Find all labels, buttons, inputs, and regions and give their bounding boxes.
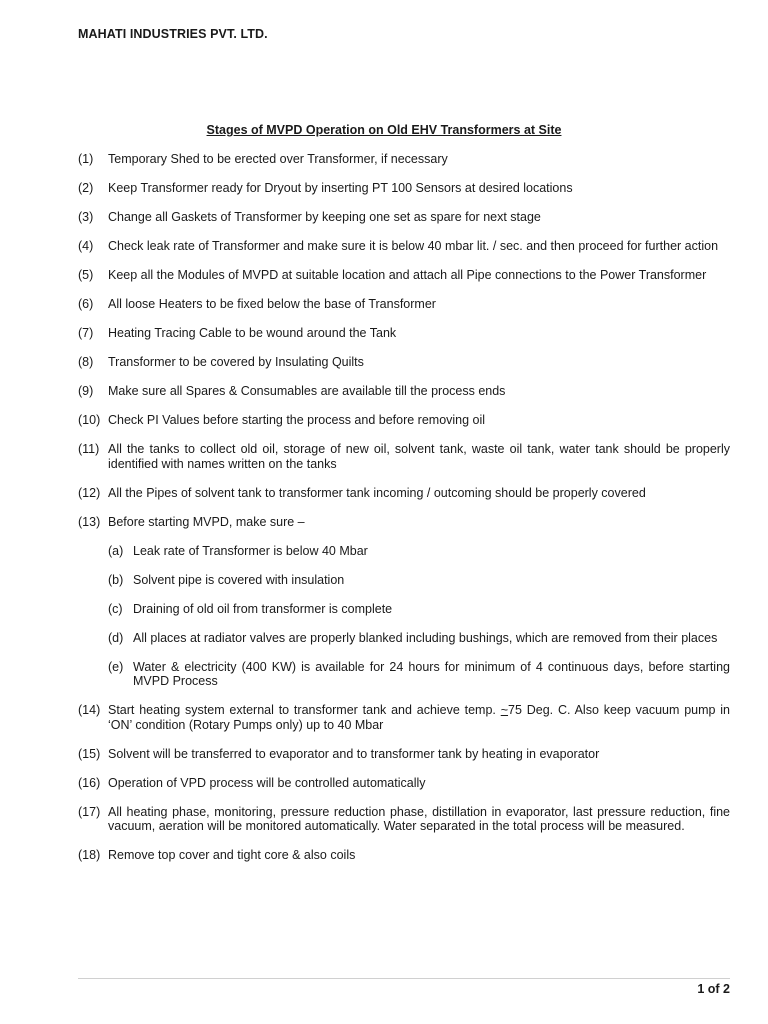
sub-item-text: Water & electricity (400 KW) is available for 24 hours for minimum of 4 continuous days, before starting MVPD Process [133, 659, 730, 688]
item-number: (7) [78, 326, 94, 340]
list-item [78, 384, 730, 399]
item-text: All heating phase, monitoring, pressure reduction phase, distillation in evaporator, last pressure reduction, fine vacuum, aeration will be monitored automatically. Water separated in the total process will be measured. [108, 804, 730, 833]
list-item [78, 515, 730, 530]
item-text: Solvent will be transferred to evaporator and to transformer tank by heating in evaporator [108, 746, 600, 761]
sub-list-item [108, 631, 730, 646]
list-item [78, 181, 730, 196]
sub-item-text: Draining of old oil from transformer is complete [133, 601, 393, 616]
item-number: (1) [78, 152, 94, 166]
list-item [78, 326, 730, 341]
item-number: (6) [78, 297, 94, 311]
item-text: Remove top cover and tight core & also coils [108, 848, 356, 862]
list-item [78, 210, 730, 225]
list-item [78, 848, 730, 863]
list-item [78, 152, 730, 167]
item-number: (16) [78, 775, 101, 790]
approx-symbol: ~ [500, 703, 509, 717]
item-number: (5) [78, 268, 94, 282]
page-number: 1 of 2 [697, 982, 730, 996]
sub-item-letter: (e) [108, 659, 124, 674]
item-number: (10) [78, 413, 101, 427]
item-text-part: Start heating system external to transformer tank and achieve temp. [108, 703, 501, 717]
item-number: (18) [78, 848, 101, 862]
item-text: Keep Transformer ready for Dryout by inserting PT 100 Sensors at desired locations [108, 181, 573, 195]
list-item [78, 776, 730, 791]
item-text: All the Pipes of solvent tank to transformer tank incoming / outcoming should be properly covered [108, 485, 646, 500]
item-number: (8) [78, 355, 94, 369]
sub-list-item [108, 660, 730, 689]
item-number: (12) [78, 485, 101, 500]
sub-list-item [108, 573, 730, 588]
list-item [78, 297, 730, 312]
item-text: Heating Tracing Cable to be wound around the Tank [108, 326, 397, 340]
sub-item-text: All places at radiator valves are properly blanked including bushings, which are removed from their places [133, 630, 718, 645]
item-number: (14) [78, 703, 101, 717]
item-number: (3) [78, 210, 94, 224]
item-number: (15) [78, 746, 101, 761]
item-text: Make sure all Spares & Consumables are available till the process ends [108, 384, 506, 398]
list-item [78, 355, 730, 370]
list-item [78, 747, 730, 762]
item-text: Check PI Values before starting the process and before removing oil [108, 413, 486, 427]
item-text-part: 75 Deg. C. Also keep vacuum pump in ‘ON’ condition (Rotary Pumps only) up to 40 Mbar [108, 703, 730, 732]
list-item [78, 805, 730, 834]
sub-list-item [108, 544, 730, 559]
item-number: (2) [78, 181, 94, 195]
sub-item-text: Leak rate of Transformer is below 40 Mbar [133, 543, 368, 558]
item-number: (13) [78, 514, 101, 529]
item-text: All loose Heaters to be fixed below the base of Transformer [108, 297, 436, 311]
item-text: All the tanks to collect old oil, storage of new oil, solvent tank, waste oil tank, water tank should be properly identified with names written on the tanks [108, 442, 730, 471]
list-item [78, 413, 730, 428]
company-name: MAHATI INDUSTRIES PVT. LTD. [78, 27, 268, 41]
sub-item-letter: (b) [108, 572, 124, 587]
stages-list [78, 152, 730, 877]
list-item [78, 442, 730, 471]
sub-item-letter: (d) [108, 630, 124, 645]
list-item [78, 703, 730, 732]
item-text: Operation of VPD process will be controlled automatically [108, 775, 426, 790]
list-item [78, 268, 730, 283]
sub-list-item [108, 602, 730, 617]
sub-item-letter: (a) [108, 543, 124, 558]
item-number: (11) [78, 442, 100, 456]
sub-list [78, 544, 730, 689]
item-number: (4) [78, 239, 94, 253]
item-text: Before starting MVPD, make sure – [108, 514, 305, 529]
item-text: Keep all the Modules of MVPD at suitable location and attach all Pipe connections to the Power Transformer [108, 268, 707, 282]
item-number: (17) [78, 804, 101, 819]
list-item [78, 239, 730, 254]
document-title: Stages of MVPD Operation on Old EHV Transformers at Site [206, 123, 562, 137]
sub-list-container [78, 544, 730, 689]
item-number: (9) [78, 384, 94, 398]
item-text: Change all Gaskets of Transformer by keeping one set as spare for next stage [108, 210, 541, 224]
item-text: Temporary Shed to be erected over Transformer, if necessary [108, 152, 448, 166]
item-text: Transformer to be covered by Insulating Quilts [108, 355, 364, 369]
item-text: Check leak rate of Transformer and make sure it is below 40 mbar lit. / sec. and then proceed for further action [108, 239, 719, 253]
list-item [78, 486, 730, 501]
footer-divider [78, 978, 730, 979]
sub-item-text: Solvent pipe is covered with insulation [133, 572, 345, 587]
sub-item-letter: (c) [108, 601, 123, 616]
item-text [108, 703, 730, 732]
